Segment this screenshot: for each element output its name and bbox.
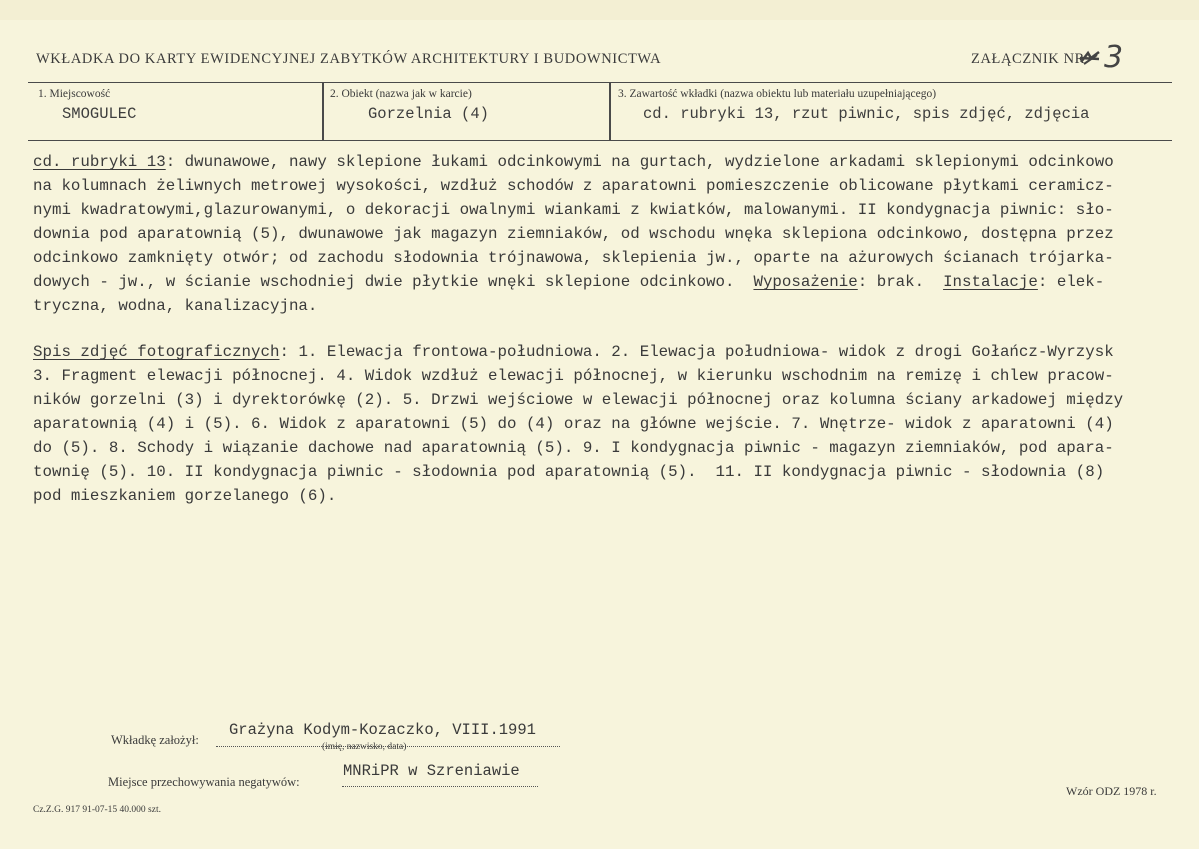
section-heading: Spis zdjęć fotograficznych [33,343,280,361]
equipment-value: : brak. [857,273,944,291]
text-line: pod mieszkaniem gorzelanego (6). [33,487,337,505]
installations-value: : elek- [1037,273,1105,291]
text-line: : 1. Elewacja frontowa-południowa. 2. Elewacja południowa- widok z drogi Gołańcz-Wyrzysk [279,343,1114,361]
equipment-heading: Wyposażenie [753,273,858,291]
field-divider [609,83,611,140]
card-top-edge [0,0,1199,20]
text-line: ników gorzelni (3) i dyrektorówkę (2). 5. Drzwi wejściowe w elewacji północnej oraz kolumna ściany arkadowej między [33,391,1124,409]
object-label: 2. Obiekt (nazwa jak w karcie) [330,88,472,100]
founder-label: Wkładkę założył: [111,733,199,747]
founder-value: Grażyna Kodym-Kozaczko, VIII.1991 [229,721,536,739]
locality-label: 1. Miejscowość [38,88,111,100]
crossed-out-mark-icon [1079,50,1101,66]
text-line: 3. Fragment elewacji północnej. 4. Widok wzdłuż elewacji północnej, w kierunku wschodnim na remizę i chlew pracow- [33,367,1114,385]
attachment-label: ZAŁĄCZNIK NR [971,51,1085,67]
form-model: Wzór ODZ 1978 r. [1066,784,1157,798]
text-line: nymi kwadratowymi,glazurowanymi, o dekoracji owalnymi wiankami z kwiatków, malowanymi. II kondygnacja piwnic: sło- [33,201,1114,219]
card-title: WKŁADKA DO KARTY EWIDENCYJNEJ ZABYTKÓW ARCHITEKTURY I BUDOWNICTWA [36,51,662,67]
text-line: aparatownią (4) i (5). 6. Widok z aparatowni (5) do (4) oraz na główne wejście. 7. Wnętrze- widok z aparatowni (4) [33,415,1114,433]
field-divider [322,83,324,140]
text-line: do (5). 8. Schody i wiązanie dachowe nad aparatownią (5). 9. I kondygnacja piwnic - magazyn ziemniaków, pod apara- [33,439,1114,457]
installations-heading: Instalacje [943,273,1038,291]
identification-fields [28,82,1172,141]
description-paragraph [33,150,1114,318]
attachment-number: 3 [1104,40,1124,75]
text-line: odcinkowo zamknięty otwór; od zachodu słodownia trójnawowa, sklepienia jw., oparte na ażurowych ścianach trójarka- [33,249,1114,267]
text-line: na kolumnach żeliwnych metrowej wysokości, wzdłuż schodów z aparatowni pomieszczenie oblicowane płytkami ceramicz- [33,177,1114,195]
object-value: Gorzelnia (4) [368,105,489,123]
locality-value: SMOGULEC [62,105,137,123]
section-heading: cd. rubryki 13 [33,153,166,171]
text-line: : dwunawowe, nawy sklepione łukami odcinkowymi na gurtach, wydzielone arkadami sklepionymi odcinkowo [165,153,1114,171]
photo-list-paragraph [33,340,1123,508]
contents-label: 3. Zawartość wkładki (nazwa obiektu lub materiału uzupełniającego) [618,88,937,100]
text-line: townię (5). 10. II kondygnacja piwnic - słodownia pod aparatownią (5). 11. II kondygnacja piwnic - słodownia (8) [33,463,1105,481]
text-line: dowych - jw., w ścianie wschodniej dwie płytkie wnęki sklepione odcinkowo. [33,273,754,291]
text-line: downia pod aparatownią (5), dwunawowe jak magazyn ziemniaków, od wschodu wnęka sklepiona odcinkowo, dostępna przez [33,225,1114,243]
negatives-line [342,786,538,787]
contents-value: cd. rubryki 13, rzut piwnic, spis zdjęć, zdjęcia [643,105,1090,123]
negatives-label: Miejsce przechowywania negatywów: [108,775,300,789]
text-line: tryczna, wodna, kanalizacyjna. [33,297,318,315]
print-info: Cz.Z.G. 917 91-07-15 40.000 szt. [33,805,161,815]
negatives-value: MNRiPR w Szreniawie [343,762,520,780]
founder-hint: (imię, nazwisko, data) [322,742,407,752]
